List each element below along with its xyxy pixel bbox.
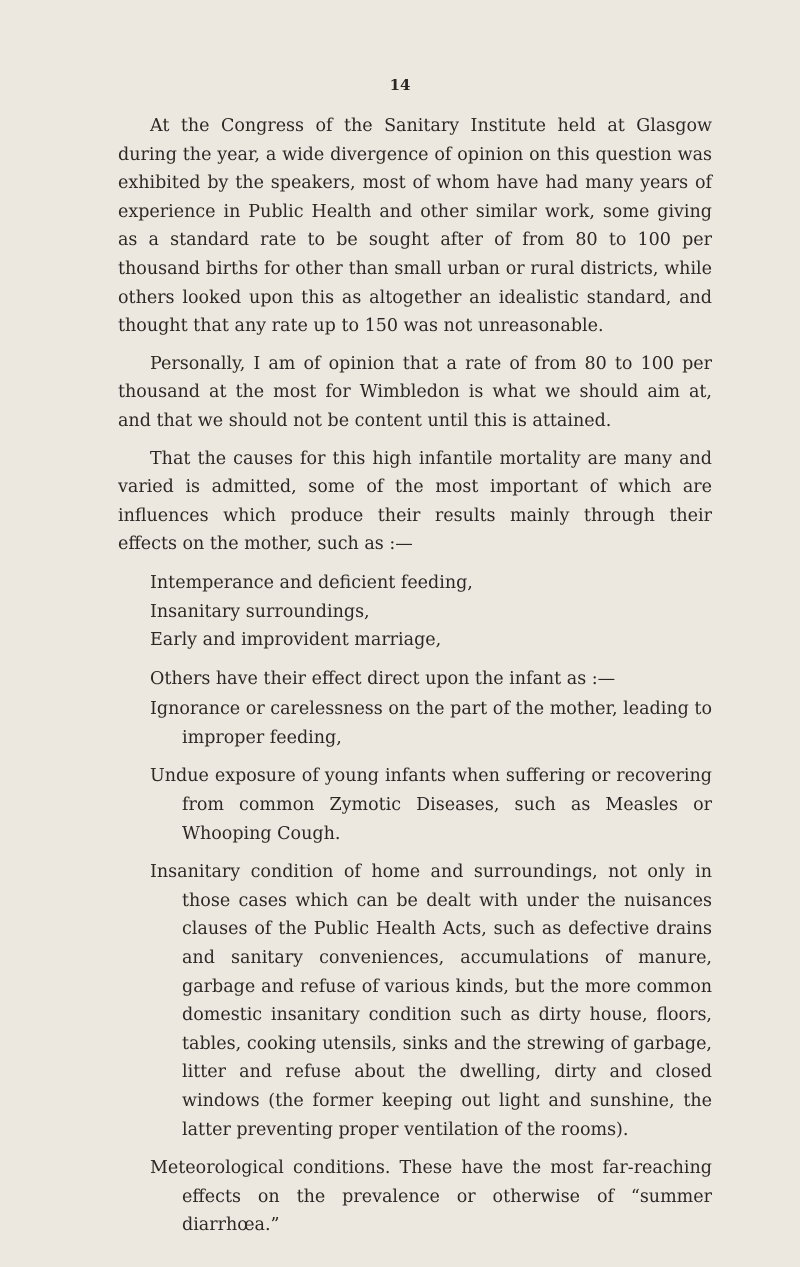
list-item: Meteorological conditions. These have the most far-reaching effects on the prevalence or otherwise of “summer diarrhœa.” [150, 1158, 712, 1236]
list-item: Early and improvident marriage, [150, 630, 442, 651]
list-item: Insanitary surroundings, [150, 601, 370, 622]
infant-causes-list [118, 695, 712, 1240]
paragraph-opinion: Personally, I am of opinion that a rate of from 80 to 100 per thousand at the most for Wimbledon is what we should aim at, and that we should not be content until this is attained. [118, 353, 712, 431]
list-item: Ignorance or carelessness on the part of the mother, leading to improper feeding, [150, 699, 712, 748]
list-item: Insanitary condition of home and surroundings, not only in those cases which can be dealt with under the nuisances clauses of the Public Health Acts, such as defective drains and sanitary conveniences, accumulations of manure, garbage and refuse of various kinds, but the more common domestic insanitary condition such as dirty house, floors, tables, cooking utensils, sinks and the strewing of garbage, litter and refuse about the dwelling, dirty and closed windows (the former keeping out light and sunshine, the latter preventing proper ventilation of the rooms). [150, 862, 712, 1140]
paragraph-infant-intro: Others have their effect direct upon the infant as :— [150, 668, 616, 689]
paragraph-causes: That the causes for this high infantile mortality are many and varied is admitted, some of the most important of which are influences which produce their results mainly through their effects on the mother, such as :— [118, 448, 712, 555]
mother-causes-list [118, 569, 712, 655]
list-item: Undue exposure of young infants when suffering or recovering from common Zymotic Diseases, such as Measles or Whooping Cough. [150, 766, 712, 844]
paragraph-congress: At the Congress of the Sanitary Institute held at Glasgow during the year, a wide divergence of opinion on this question was exhibited by the speakers, most of whom have had many years of experience in Public Health and other similar work, some giving as a standard rate to be sought after of from 80 to 100 per thousand births for other than small urban or rural districts, while others looked upon this as altogether an idealistic standard, and thought that any rate up to 150 was not unreasonable. [118, 116, 712, 337]
page-number: 14 [389, 76, 411, 94]
list-item: Intemperance and deficient feeding, [150, 572, 473, 593]
body-text [118, 112, 712, 1240]
